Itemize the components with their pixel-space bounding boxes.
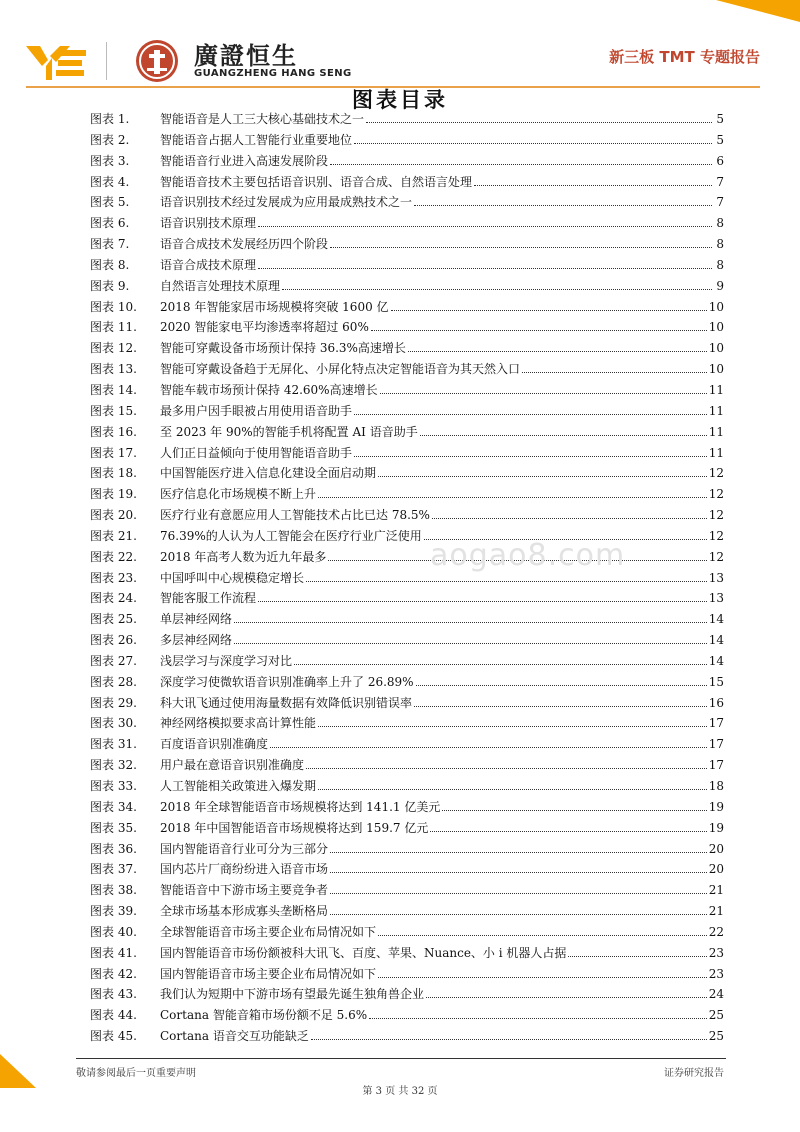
toc-entry[interactable] (90, 735, 724, 756)
toc-leader-dots (378, 935, 707, 936)
toc-entry[interactable] (90, 485, 724, 506)
toc-entry-title: 多层神经网络 (160, 633, 233, 648)
toc-entry-page: 13 (708, 591, 724, 606)
toc-entry-title: 医疗行业有意愿应用人工智能技术占比已达 78.5% (160, 508, 430, 523)
toc-entry-title: 单层神经网络 (160, 612, 233, 627)
toc-entry-number: 图表 3. (90, 153, 130, 168)
toc-entry-title: 语音合成技术原理 (160, 257, 257, 272)
toc-entry-page: 17 (708, 758, 724, 773)
footer-doc-type: 证券研究报告 (664, 1068, 724, 1079)
brand-name-en: GUANGZHENG HANG SENG (194, 68, 352, 79)
toc-entry-page: 21 (708, 904, 724, 919)
toc-entry-page: 14 (708, 653, 724, 668)
toc-entry-page: 12 (708, 508, 724, 523)
toc-entry[interactable] (90, 881, 724, 902)
toc-entry-title: 语音合成技术发展经历四个阶段 (160, 237, 329, 252)
toc-entry-title: 最多用户因手眼被占用使用语音助手 (160, 403, 353, 418)
brand-name-cn: 廣證恒生 (194, 42, 298, 70)
toc-entry-page: 8 (716, 257, 724, 272)
toc-entry-page: 11 (708, 424, 724, 439)
toc-entry-title: 智能语音占据人工智能行业重要地位 (160, 132, 353, 147)
toc-entry-title: 国内智能语音市场主要企业布局情况如下 (160, 966, 377, 981)
toc-entry[interactable] (90, 798, 724, 819)
toc-entry-number: 图表 23. (90, 570, 137, 585)
toc-leader-dots (420, 435, 707, 436)
toc-entry[interactable] (90, 589, 724, 610)
toc-leader-dots (474, 185, 712, 186)
toc-title: 图表目录 (352, 87, 448, 112)
toc-entry-title: 智能语音中下游市场主要竞争者 (160, 883, 329, 898)
toc-entry[interactable] (90, 193, 724, 214)
toc-entry[interactable] (90, 923, 724, 944)
toc-entry-number: 图表 32. (90, 758, 137, 773)
footer-page-number: 第 3 页 共 32 页 (362, 1086, 438, 1097)
toc-entry-title: 自然语言处理技术原理 (160, 278, 281, 293)
toc-leader-dots (378, 977, 707, 978)
toc-entry-number: 图表 30. (90, 716, 137, 731)
toc-entry-page: 11 (708, 382, 724, 397)
toc-entry-number: 图表 39. (90, 904, 137, 919)
toc-entry-number: 图表 31. (90, 737, 137, 752)
toc-entry-title: 智能语音是人工三大核心基础技术之一 (160, 112, 365, 126)
toc-entry-number: 图表 7. (90, 237, 130, 252)
toc-entry-title: 深度学习使微软语音识别准确率上升了 26.89% (160, 674, 414, 689)
toc-leader-dots (318, 726, 707, 727)
toc-entry-title: 国内智能语音市场份额被科大讯飞、百度、苹果、Nuance、小 i 机器人占据 (160, 945, 567, 960)
toc-leader-dots (522, 372, 707, 373)
toc-entry-title: Cortana 智能音箱市场份额不足 5.6% (160, 1008, 368, 1023)
toc-leader-dots (366, 122, 712, 123)
toc-entry-number: 图表 29. (90, 695, 137, 710)
toc-entry[interactable] (90, 214, 724, 235)
toc-entry[interactable] (90, 298, 724, 319)
toc-entry-title: 智能可穿戴设备趋于无屏化、小屏化特点决定智能语音为其天然入口 (160, 362, 521, 377)
toc-entry[interactable] (90, 339, 724, 360)
toc-leader-dots (330, 914, 707, 915)
toc-leader-dots (369, 1018, 707, 1019)
toc-entry-page: 21 (708, 883, 724, 898)
toc-leader-dots (354, 414, 707, 415)
toc-leader-dots (306, 768, 707, 769)
toc-leader-dots (330, 872, 707, 873)
toc-entry-title: 智能语音行业进入高速发展阶段 (160, 153, 329, 168)
toc-entry-number: 图表 41. (90, 945, 137, 960)
toc-entry-title: 语音识别技术经过发展成为应用最成熟技术之一 (160, 195, 413, 210)
toc-entry-title: 中国智能医疗进入信息化建设全面启动期 (160, 466, 377, 481)
toc-entry-number: 图表 19. (90, 487, 137, 502)
toc-entry[interactable] (90, 985, 724, 1006)
toc-entry-number: 图表 27. (90, 653, 137, 668)
toc-entry[interactable] (90, 902, 724, 923)
toc-entry-title: 人工智能相关政策进入爆发期 (160, 779, 317, 793)
toc-entry[interactable] (90, 1027, 724, 1048)
toc-leader-dots (408, 351, 707, 352)
toc-entry-number: 图表 28. (90, 674, 137, 689)
toc-entry[interactable] (90, 673, 724, 694)
toc-leader-dots (371, 330, 707, 331)
toc-entry[interactable] (90, 1006, 724, 1027)
logo-divider (106, 42, 107, 80)
toc-entry-page: 10 (708, 341, 724, 356)
toc-entry-page: 12 (708, 549, 724, 564)
toc-entry-number: 图表 21. (90, 528, 137, 543)
toc-entry-title: 语音识别技术原理 (160, 216, 257, 231)
toc-leader-dots (294, 664, 707, 665)
ye-logo-icon (26, 40, 88, 84)
toc-entry[interactable] (90, 360, 724, 381)
toc-leader-dots (234, 622, 707, 623)
toc-leader-dots (234, 643, 707, 644)
toc-entry[interactable] (90, 527, 724, 548)
toc-entry-page: 23 (708, 966, 724, 981)
toc-entry-number: 图表 20. (90, 508, 137, 523)
toc-entry-title: 全球智能语音市场主要企业布局情况如下 (160, 924, 377, 939)
toc-leader-dots (311, 1039, 707, 1040)
toc-entry-page: 12 (708, 528, 724, 543)
toc-entry-page: 7 (716, 174, 724, 189)
toc-entry[interactable] (90, 110, 724, 131)
toc-entry[interactable] (90, 152, 724, 173)
toc-entry-title: 智能可穿戴设备市场预计保持 36.3%高速增长 (160, 341, 406, 356)
report-category: 新三板 TMT 专题报告 (609, 48, 760, 66)
table-of-figures (90, 110, 724, 1048)
toc-entry-number: 图表 18. (90, 466, 137, 481)
toc-leader-dots (442, 810, 706, 811)
toc-entry-number: 图表 24. (90, 591, 137, 606)
toc-entry[interactable] (90, 235, 724, 256)
toc-leader-dots (330, 852, 707, 853)
toc-entry-page: 5 (716, 132, 724, 147)
toc-entry-title: 中国呼叫中心规模稳定增长 (160, 570, 305, 585)
toc-entry-page: 14 (708, 612, 724, 627)
toc-leader-dots (258, 268, 712, 269)
toc-entry-number: 图表 11. (90, 320, 137, 335)
toc-leader-dots (330, 247, 712, 248)
toc-entry-number: 图表 2. (90, 132, 130, 147)
toc-entry-page: 10 (708, 320, 724, 335)
toc-entry-title: 2018 年高考人数为近九年最多 (160, 549, 327, 564)
toc-entry-page: 25 (708, 1029, 724, 1044)
toc-entry-page: 12 (708, 466, 724, 481)
toc-entry[interactable] (90, 423, 724, 444)
toc-leader-dots (380, 393, 707, 394)
toc-entry-page: 7 (716, 195, 724, 210)
toc-entry-title: 用户最在意语音识别准确度 (160, 758, 305, 773)
toc-entry-title: 2020 智能家电平均渗透率将超过 60% (160, 320, 369, 335)
toc-entry-number: 图表 10. (90, 299, 137, 314)
toc-entry-title: 科大讯飞通过使用海量数据有效降低识别错误率 (160, 695, 413, 710)
toc-entry[interactable] (90, 402, 724, 423)
toc-entry-page: 13 (708, 570, 724, 585)
toc-leader-dots (330, 164, 712, 165)
toc-entry-page: 23 (708, 945, 724, 960)
toc-entry-page: 8 (716, 216, 724, 231)
toc-entry-title: 2018 年全球智能语音市场规模将达到 141.1 亿美元 (160, 799, 441, 814)
toc-entry-title: 国内智能语音行业可分为三部分 (160, 841, 329, 856)
toc-entry[interactable] (90, 777, 724, 798)
toc-entry[interactable] (90, 318, 724, 339)
toc-entry-title: 76.39%的人认为人工智能会在医疗行业广泛使用 (160, 528, 422, 543)
toc-entry-number: 图表 6. (90, 216, 130, 231)
toc-entry-number: 图表 1. (90, 112, 130, 126)
toc-entry-page: 20 (708, 841, 724, 856)
toc-leader-dots (258, 226, 712, 227)
toc-entry-page: 10 (708, 299, 724, 314)
toc-entry-number: 图表 12. (90, 341, 137, 356)
toc-entry[interactable] (90, 631, 724, 652)
toc-entry-page: 6 (716, 153, 724, 168)
toc-entry-number: 图表 34. (90, 799, 137, 814)
toc-entry-page: 25 (708, 1008, 724, 1023)
toc-entry-page: 8 (716, 237, 724, 252)
toc-leader-dots (270, 747, 707, 748)
toc-entry-number: 图表 13. (90, 362, 137, 377)
toc-entry[interactable] (90, 610, 724, 631)
toc-entry-title: 神经网络模拟要求高计算性能 (160, 716, 317, 731)
toc-entry[interactable] (90, 506, 724, 527)
toc-leader-dots (432, 518, 707, 519)
toc-entry[interactable] (90, 819, 724, 840)
toc-entry-page: 9 (716, 278, 724, 293)
toc-entry[interactable] (90, 256, 724, 277)
footer-disclaimer: 敬请参阅最后一页重要声明 (76, 1068, 196, 1079)
toc-entry-title: 智能车载市场预计保持 42.60%高速增长 (160, 382, 378, 397)
toc-entry-page: 17 (708, 716, 724, 731)
toc-entry[interactable] (90, 840, 724, 861)
toc-entry[interactable] (90, 277, 724, 298)
toc-entry-title: 国内芯片厂商纷纷进入语音市场 (160, 862, 329, 877)
toc-entry-number: 图表 25. (90, 612, 137, 627)
toc-entry-number: 图表 14. (90, 382, 137, 397)
toc-entry[interactable] (90, 131, 724, 152)
toc-leader-dots (416, 685, 707, 686)
toc-entry-number: 图表 16. (90, 424, 137, 439)
toc-leader-dots (282, 289, 712, 290)
toc-entry-number: 图表 38. (90, 883, 137, 898)
toc-entry-page: 11 (708, 445, 724, 460)
footer-rule (76, 1058, 726, 1059)
toc-entry-page: 11 (708, 403, 724, 418)
toc-entry-title: 人们正日益倾向于使用智能语音助手 (160, 445, 353, 460)
toc-entry-title: 我们认为短期中下游市场有望最先诞生独角兽企业 (160, 987, 425, 1002)
toc-entry-page: 14 (708, 633, 724, 648)
page-header (26, 38, 760, 86)
toc-entry-page: 19 (708, 820, 724, 835)
toc-entry-number: 图表 17. (90, 445, 137, 460)
toc-entry-title: 浅层学习与深度学习对比 (160, 653, 293, 668)
toc-entry-page: 12 (708, 487, 724, 502)
toc-leader-dots (306, 581, 707, 582)
toc-entry-page: 16 (708, 695, 724, 710)
toc-entry-number: 图表 26. (90, 633, 137, 648)
toc-entry[interactable] (90, 548, 724, 569)
toc-entry-title: 百度语音识别准确度 (160, 737, 269, 752)
toc-leader-dots (354, 456, 707, 457)
toc-entry[interactable] (90, 965, 724, 986)
toc-entry-page: 19 (708, 799, 724, 814)
toc-entry-page: 15 (708, 674, 724, 689)
toc-entry-page: 20 (708, 862, 724, 877)
toc-entry-page: 10 (708, 362, 724, 377)
toc-entry-title: 医疗信息化市场规模不断上升 (160, 487, 317, 502)
toc-leader-dots (318, 789, 707, 790)
guangzheng-seal-icon (134, 38, 180, 84)
toc-leader-dots (354, 143, 712, 144)
toc-entry[interactable] (90, 652, 724, 673)
toc-entry-page: 24 (708, 987, 724, 1002)
toc-entry[interactable] (90, 756, 724, 777)
toc-entry-number: 图表 43. (90, 987, 137, 1002)
toc-entry-number: 图表 4. (90, 174, 130, 189)
toc-entry-title: 智能客服工作流程 (160, 591, 257, 606)
watermark: aogao8.com (430, 538, 626, 573)
toc-entry-title: 2018 年中国智能语音市场规模将达到 159.7 亿元 (160, 820, 429, 835)
corner-decoration (716, 0, 800, 22)
toc-entry-page: 22 (708, 924, 724, 939)
toc-entry-title: Cortana 语音交互功能缺乏 (160, 1029, 309, 1044)
toc-entry[interactable] (90, 173, 724, 194)
toc-leader-dots (258, 601, 707, 602)
toc-entry-number: 图表 5. (90, 195, 130, 210)
toc-entry[interactable] (90, 464, 724, 485)
toc-entry-number: 图表 9. (90, 278, 130, 293)
toc-entry-number: 图表 15. (90, 403, 137, 418)
toc-leader-dots (414, 205, 712, 206)
toc-leader-dots (378, 476, 707, 477)
toc-leader-dots (426, 997, 707, 998)
toc-leader-dots (568, 956, 706, 957)
toc-entry-number: 图表 45. (90, 1029, 137, 1044)
toc-entry[interactable] (90, 694, 724, 715)
toc-entry-number: 图表 8. (90, 257, 130, 272)
toc-entry[interactable] (90, 444, 724, 465)
toc-entry-number: 图表 40. (90, 924, 137, 939)
toc-entry-number: 图表 22. (90, 549, 137, 564)
toc-entry-number: 图表 36. (90, 841, 137, 856)
toc-entry-page: 17 (708, 737, 724, 752)
toc-entry-number: 图表 37. (90, 862, 137, 877)
toc-entry-title: 全球市场基本形成寡头垄断格局 (160, 904, 329, 919)
toc-entry-number: 图表 42. (90, 966, 137, 981)
toc-leader-dots (318, 497, 707, 498)
toc-entry[interactable] (90, 569, 724, 590)
toc-entry-title: 至 2023 年 90%的智能手机将配置 AI 语音助手 (160, 424, 418, 439)
toc-entry-page: 5 (716, 112, 724, 126)
toc-entry[interactable] (90, 714, 724, 735)
toc-entry-number: 图表 44. (90, 1008, 137, 1023)
toc-entry-page: 18 (708, 779, 724, 793)
toc-leader-dots (430, 831, 706, 832)
toc-entry-number: 图表 35. (90, 820, 137, 835)
toc-entry[interactable] (90, 381, 724, 402)
toc-entry-title: 2018 年智能家居市场规模将突破 1600 亿 (160, 299, 389, 314)
toc-entry-title: 智能语音技术主要包括语音识别、语音合成、自然语言处理 (160, 174, 473, 189)
toc-leader-dots (330, 893, 707, 894)
toc-leader-dots (414, 706, 707, 707)
toc-entry[interactable] (90, 860, 724, 881)
toc-entry-number: 图表 33. (90, 779, 137, 793)
toc-leader-dots (391, 310, 707, 311)
toc-entry[interactable] (90, 944, 724, 965)
